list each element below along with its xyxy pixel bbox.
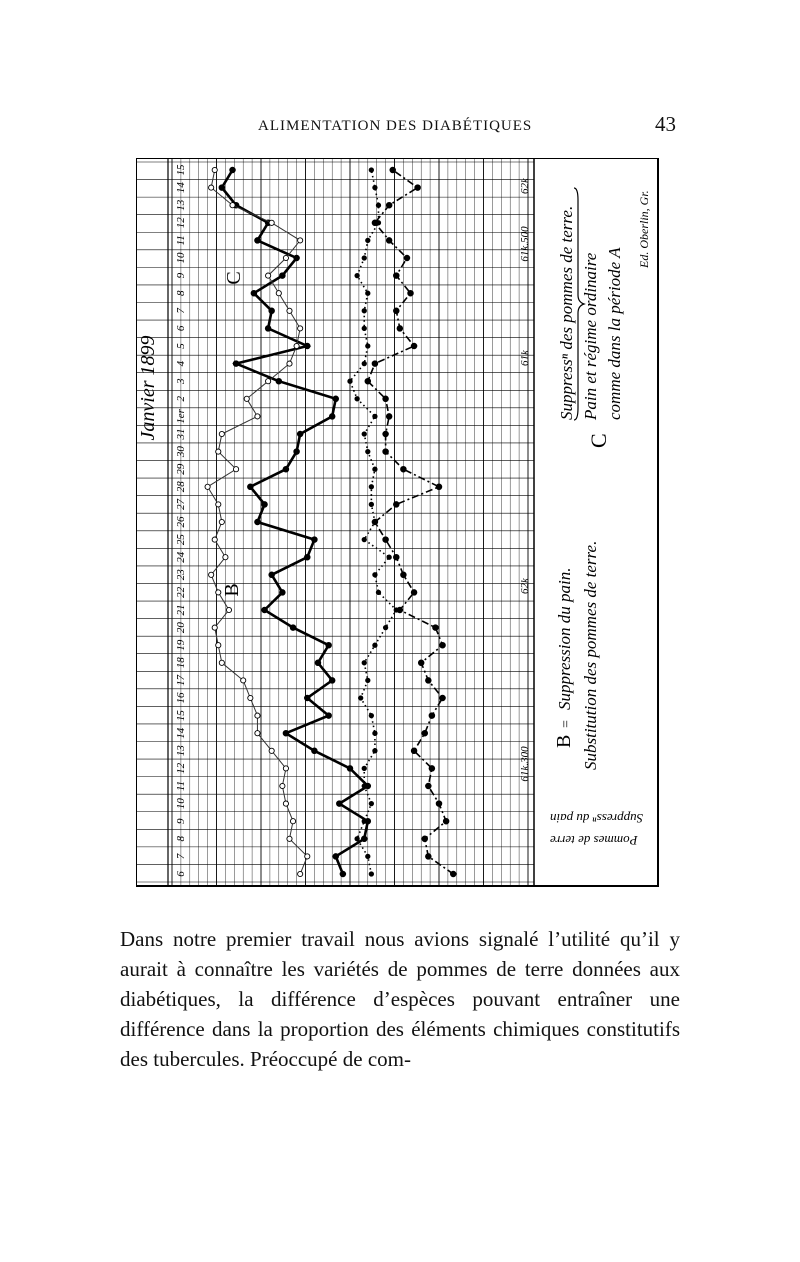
legend-b-line1: Suppression du pain. (555, 567, 574, 710)
chart-svg (136, 158, 660, 888)
data-point (411, 590, 417, 596)
x-tick-label: 22 (175, 586, 187, 598)
x-tick-label: 25 (175, 534, 187, 546)
data-point (276, 291, 281, 296)
data-point (216, 502, 221, 507)
data-point (393, 502, 399, 508)
x-tick-label: 8 (175, 290, 187, 296)
data-point (276, 378, 282, 384)
x-tick-label: 6 (175, 325, 187, 332)
data-point (205, 484, 210, 489)
x-tick-label: 17 (175, 674, 187, 686)
data-point (373, 467, 377, 471)
data-point (362, 432, 366, 436)
data-point (411, 343, 417, 349)
data-point (347, 766, 353, 772)
data-point (241, 678, 246, 683)
period-label-c: C (223, 271, 245, 285)
data-point (298, 326, 303, 331)
data-point (255, 238, 261, 244)
data-point (209, 185, 214, 190)
data-point (373, 573, 377, 577)
x-tick-label: 7 (175, 308, 187, 314)
data-point (298, 238, 303, 243)
data-point (283, 801, 288, 806)
data-point (355, 273, 359, 277)
data-point (294, 343, 299, 348)
data-point (386, 414, 392, 420)
x-tick-label: 27 (175, 498, 187, 510)
body-paragraph (120, 924, 680, 1074)
x-tick-label: 28 (175, 481, 187, 493)
x-tick-label: 6 (175, 871, 187, 877)
data-point (233, 467, 238, 472)
legend-b-line2: Substitution des pommes de terre. (581, 540, 600, 770)
data-point (340, 871, 346, 877)
data-point (312, 748, 318, 754)
data-point (418, 660, 424, 666)
data-point (248, 695, 253, 700)
data-point (315, 660, 321, 666)
data-point (376, 203, 380, 207)
data-point (366, 291, 370, 295)
data-point (397, 607, 403, 613)
weight-label: 61k.500 (519, 226, 531, 262)
data-point (329, 414, 335, 420)
data-point (223, 555, 228, 560)
data-point (373, 185, 377, 189)
data-point (262, 502, 268, 508)
x-tick-label: 24 (175, 551, 187, 563)
data-point (383, 396, 389, 402)
data-point (219, 185, 225, 191)
data-point (362, 326, 366, 330)
data-point (212, 167, 217, 172)
data-point (216, 449, 221, 454)
data-point (269, 308, 275, 314)
data-point (287, 836, 292, 841)
data-point (366, 678, 370, 682)
data-point (440, 642, 446, 648)
legend-c-line3: comme dans la période A (605, 247, 624, 420)
weight-label: 62k (519, 178, 531, 194)
data-point (283, 730, 289, 736)
x-tick-label: 12 (175, 217, 187, 229)
data-point (429, 766, 435, 772)
x-tick-label: 9 (175, 818, 187, 824)
data-point (230, 203, 235, 208)
data-point (333, 854, 339, 860)
data-point (393, 308, 399, 314)
data-point (297, 431, 303, 437)
data-point (248, 484, 254, 490)
x-tick-label: 7 (175, 853, 187, 860)
data-point (369, 168, 373, 172)
data-point (401, 572, 407, 578)
data-point (290, 819, 295, 824)
data-point (337, 801, 343, 807)
data-point (333, 396, 339, 402)
data-point (294, 449, 300, 455)
data-point (266, 379, 271, 384)
x-tick-label: 26 (175, 516, 187, 528)
data-point (298, 871, 303, 876)
data-point (226, 607, 231, 612)
data-point (304, 695, 310, 701)
data-point (244, 396, 249, 401)
data-point (390, 167, 396, 173)
data-point (440, 695, 446, 701)
data-point (404, 255, 410, 261)
data-point (366, 238, 370, 242)
data-point (369, 713, 373, 717)
data-point (255, 731, 260, 736)
data-point (280, 783, 285, 788)
legend-left-line2: Pommes de terre (550, 833, 638, 848)
x-tick-label: 2 (175, 396, 187, 402)
data-point (326, 642, 332, 648)
x-tick-label: 3 (175, 378, 187, 384)
data-point (383, 537, 389, 543)
data-point (373, 643, 377, 647)
data-point (369, 801, 373, 805)
legend-c-letter: C (586, 433, 611, 448)
engraver-credit: Ed. Oberlin, Gr. (637, 190, 651, 268)
data-point (369, 872, 373, 876)
data-point (212, 537, 217, 542)
data-point (326, 713, 332, 719)
data-point (269, 220, 274, 225)
data-point (366, 449, 370, 453)
data-point (362, 766, 366, 770)
data-point (372, 519, 378, 525)
data-point (372, 220, 378, 226)
page-number: 43 (655, 112, 676, 136)
data-point (383, 449, 389, 455)
data-point (376, 590, 380, 594)
data-point (312, 537, 318, 543)
data-point (361, 836, 367, 842)
data-point (265, 326, 271, 332)
data-point (287, 361, 292, 366)
data-point (373, 414, 377, 418)
data-point (290, 625, 296, 631)
data-point (372, 361, 378, 367)
x-tick-label: 4 (175, 360, 187, 367)
data-point (294, 255, 300, 261)
data-point (393, 273, 399, 279)
data-point (362, 256, 366, 260)
data-point (422, 836, 428, 842)
running-title: ALIMENTATION DES DIABÉTIQUES (258, 118, 533, 134)
data-point (365, 378, 371, 384)
period-label-b: B (221, 583, 243, 597)
data-point (266, 273, 271, 278)
data-point (401, 466, 407, 472)
data-point (450, 871, 456, 877)
weight-label: 62k (519, 578, 531, 594)
data-point (280, 273, 286, 279)
data-point (362, 309, 366, 313)
x-tick-label: 9 (175, 272, 187, 279)
data-point (219, 519, 224, 524)
x-tick-label: 30 (175, 446, 187, 458)
x-tick-label: 11 (175, 780, 187, 792)
x-tick-label: 14 (175, 727, 187, 739)
data-point (436, 484, 442, 490)
data-point (304, 343, 310, 349)
data-point (433, 625, 439, 631)
x-tick-label: 8 (175, 836, 187, 842)
data-point (383, 625, 387, 629)
data-point (283, 466, 289, 472)
data-point (408, 290, 414, 296)
x-tick-label: 10 (175, 252, 187, 264)
data-point (393, 554, 399, 560)
x-tick-label: 19 (175, 639, 187, 651)
data-point (429, 713, 435, 719)
legend-b-letter: B (553, 734, 575, 748)
data-point (262, 607, 268, 613)
x-tick-label: 13 (175, 199, 187, 211)
data-point (304, 554, 310, 560)
legend-b-eq: = (559, 720, 574, 728)
data-point (216, 643, 221, 648)
data-point (373, 731, 377, 735)
x-tick-label: 13 (175, 745, 187, 757)
data-point (251, 290, 257, 296)
data-point (366, 854, 370, 858)
data-point (362, 537, 366, 541)
data-point (362, 819, 366, 823)
legend-left-line1: Suppressⁿ du pain (550, 811, 644, 826)
data-point (373, 749, 377, 753)
data-point (219, 431, 224, 436)
x-tick-label: 15 (175, 164, 187, 176)
data-point (269, 572, 275, 578)
data-point (415, 185, 421, 191)
data-point (283, 255, 288, 260)
legend-c-line2: Pain et régime ordinaire (581, 252, 600, 420)
data-point (362, 661, 366, 665)
chart-title: Janvier 1899 (137, 335, 159, 441)
x-tick-label: 16 (175, 692, 187, 704)
x-tick-label: 23 (175, 569, 187, 581)
x-tick-label: 31 (175, 428, 187, 440)
data-point (255, 414, 260, 419)
data-point (348, 379, 352, 383)
x-tick-label: 20 (175, 622, 187, 634)
data-point (383, 431, 389, 437)
data-point (287, 308, 292, 313)
x-tick-label: 10 (175, 798, 187, 810)
data-point (269, 748, 274, 753)
x-tick-label: 18 (175, 657, 187, 669)
x-tick-label: 5 (175, 343, 187, 349)
data-point (422, 730, 428, 736)
legend-c-line1: Suppressⁿ des pommes de terre. (557, 205, 576, 420)
x-tick-label: 11 (175, 235, 187, 246)
data-point (355, 837, 359, 841)
data-point (280, 590, 286, 596)
data-point (397, 326, 403, 332)
data-point (212, 625, 217, 630)
data-point (283, 766, 288, 771)
weight-chart (136, 158, 660, 888)
data-point (369, 502, 373, 506)
data-point (387, 555, 391, 559)
data-point (426, 678, 432, 684)
x-tick-label: 29 (175, 463, 187, 475)
data-point (362, 361, 366, 365)
weight-label: 61k.300 (519, 746, 531, 782)
data-point (358, 696, 362, 700)
x-tick-label: 21 (175, 604, 187, 616)
data-point (329, 678, 335, 684)
series-line (368, 170, 453, 874)
data-point (362, 784, 366, 788)
data-point (369, 485, 373, 489)
data-point (355, 397, 359, 401)
data-point (209, 572, 214, 577)
data-point (426, 783, 432, 789)
data-point (230, 167, 236, 173)
data-point (436, 801, 442, 807)
data-point (305, 854, 310, 859)
data-point (426, 854, 432, 860)
data-point (233, 361, 239, 367)
data-point (366, 344, 370, 348)
data-point (443, 818, 449, 824)
paragraph-text: Dans notre premier travail nous avions signalé l’utilité qu’il y aurait à connaître les variétés de pommes de terre données aux diabétiques, la différence d’espèces pouvant entraîner une différence dans la proportion des éléments chimiques constitutifs des tubercules. Préoccupé de com- (120, 927, 680, 1071)
x-tick-label: 1er (175, 409, 187, 424)
data-point (386, 202, 392, 208)
data-point (386, 238, 392, 244)
page-header (0, 114, 800, 144)
data-point (219, 660, 224, 665)
data-point (411, 748, 417, 754)
data-point (255, 519, 261, 525)
x-tick-label: 15 (175, 710, 187, 722)
weight-label: 61k (519, 350, 531, 366)
data-point (255, 713, 260, 718)
x-tick-label: 14 (175, 182, 187, 194)
chart-grid (136, 158, 534, 886)
x-tick-label: 12 (175, 762, 187, 774)
